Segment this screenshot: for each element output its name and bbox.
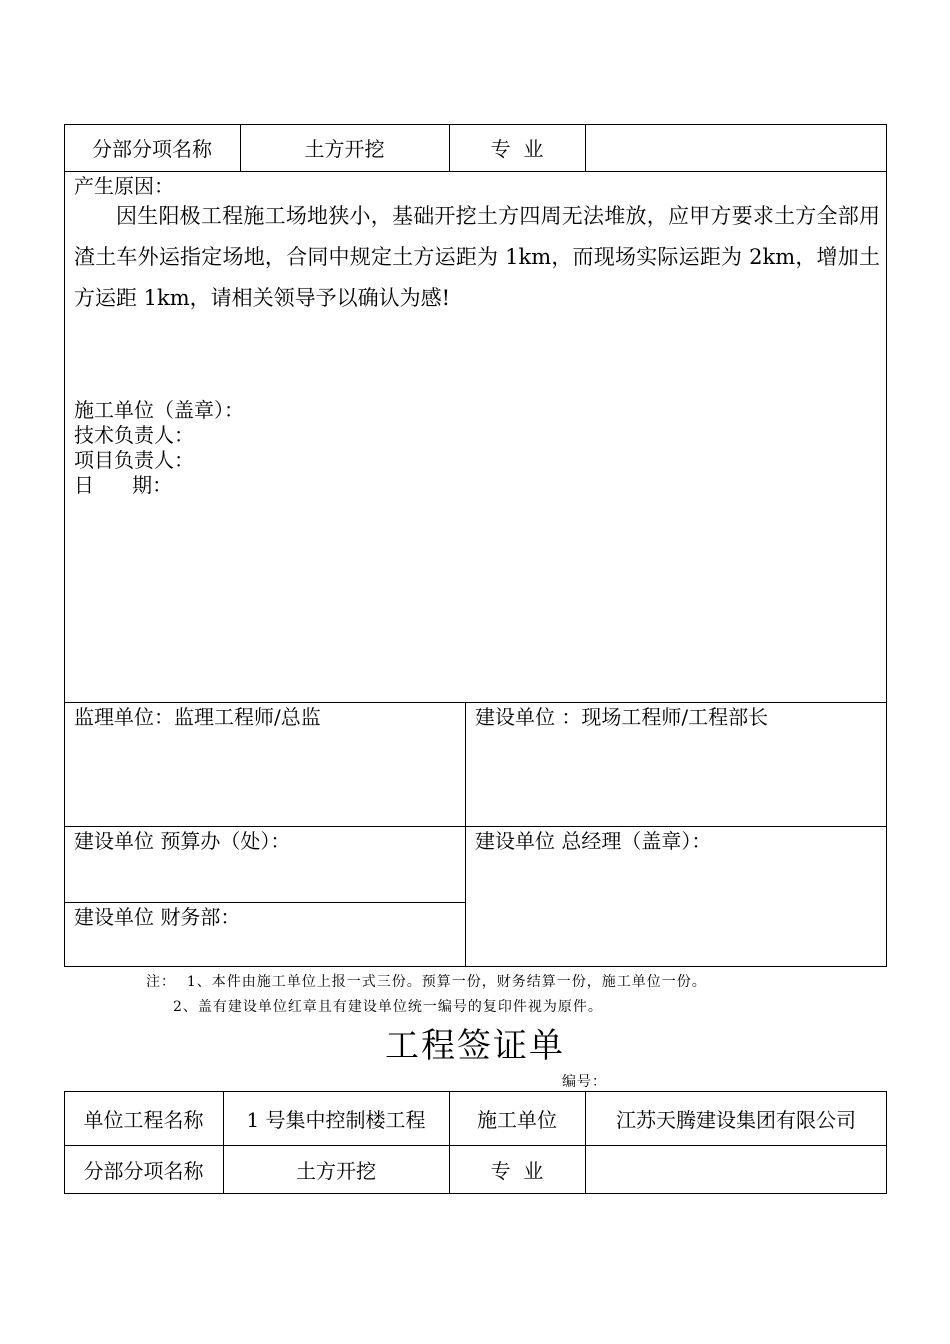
owner-site-label: 建设单位 ：现场工程师/工程部长 <box>475 705 769 729</box>
form1-approval-divider <box>64 702 887 703</box>
owner-budget-label: 建设单位 预算办（处）： <box>74 829 291 853</box>
tech-lead-label: 技术负责人： <box>74 423 194 447</box>
unit-project-value[interactable]: 1 号集中控制楼工程 <box>246 1107 426 1132</box>
form2-number-label: 编号： <box>562 1074 607 1090</box>
specialty-value[interactable] <box>585 124 887 171</box>
note-1: 注： 1、本件由施工单位上报一式三份。预算一份，财务结算一份，施工单位一份。 <box>146 974 707 990</box>
note-2: 2、盖有建设单位红章且有建设单位统一编号的复印件视为原件。 <box>173 999 603 1015</box>
form2-specialty-label: 专 业 <box>490 1159 544 1183</box>
form2-title: 工程签证单 <box>385 1026 565 1066</box>
form1-approval-row2-divider <box>64 826 887 827</box>
project-lead-label: 项目负责人： <box>74 448 194 472</box>
specialty-label: 专 业 <box>490 137 544 161</box>
owner-finance-label: 建设单位 财务部： <box>74 905 241 929</box>
contractor-value[interactable]: 江苏天腾建设集团有限公司 <box>616 1107 856 1132</box>
contractor-label: 施工单位 <box>477 1107 557 1132</box>
unit-project-label: 单位工程名称 <box>83 1107 204 1132</box>
form1-approval-center-line <box>465 702 466 967</box>
sub-item-value[interactable]: 土方开挖 <box>304 137 385 161</box>
sub-item-label: 分部分项名称 <box>92 137 212 161</box>
reason-text[interactable]: 因生阳极工程施工场地狭小，基础开挖土方四周无法堆放，应甲方要求土方全部用渣土车外运指定场地，合同中规定土方运距为 1km，而现场实际运距为 2km，增加土方运距 1km，请相关领导予以确认为感! <box>74 204 880 310</box>
reason-label: 产生原因： <box>74 174 174 198</box>
date-label: 日 期： <box>74 473 173 497</box>
form2-specialty-value[interactable] <box>585 1145 887 1194</box>
form2-sub-item-value[interactable]: 土方开挖 <box>296 1159 376 1183</box>
form2-sub-item-label: 分部分项名称 <box>83 1159 204 1183</box>
contractor-seal-label: 施工单位（盖章）： <box>74 398 244 422</box>
supervision-label: 监理单位：监理工程师/总监 <box>74 705 321 729</box>
form1-header-divider <box>64 171 887 172</box>
owner-gm-label: 建设单位 总经理（盖章）： <box>475 829 712 853</box>
form1-finance-divider <box>64 902 465 903</box>
